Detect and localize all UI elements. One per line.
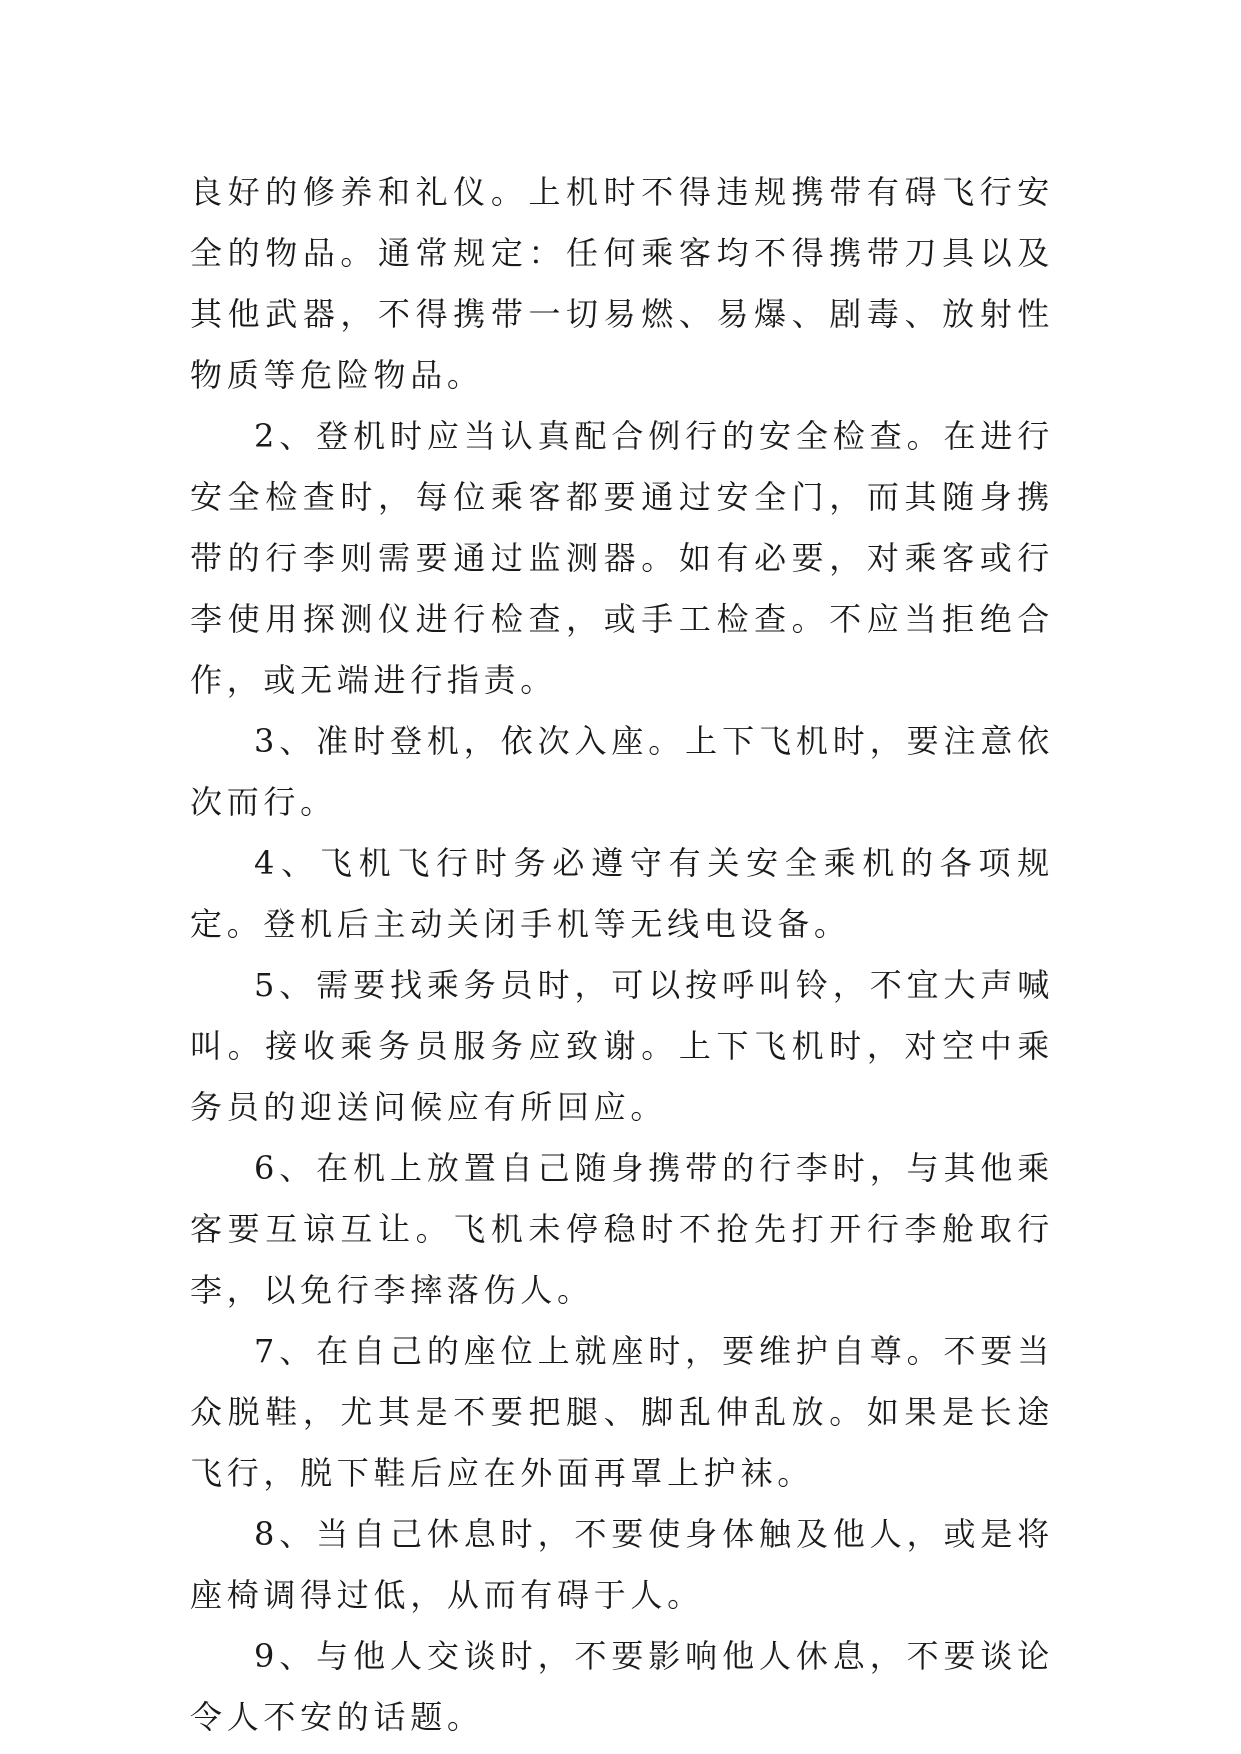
paragraph-continuation: 良好的修养和礼仪。上机时不得违规携带有碍飞行安全的物品。通常规定：任何乘客均不得携带刀具以及其他武器，不得携带一切易燃、易爆、剧毒、放射性物质等危险物品。 — [190, 173, 1054, 394]
paragraph-item-5: 5、需要找乘务员时，可以按呼叫铃，不宜大声喊叫。接收乘务员服务应致谢。上下飞机时，对空中乘务员的迎送问候应有所回应。 — [190, 966, 1054, 1126]
paragraph-item-6: 6、在机上放置自己随身携带的行李时，与其他乘客要互谅互让。飞机未停稳时不抢先打开行李舱取行李，以免行李摔落伤人。 — [190, 1149, 1054, 1309]
body-text — [190, 162, 1054, 1748]
paragraph-item-3: 3、准时登机，依次入座。上下飞机时，要注意依次而行。 — [190, 722, 1054, 821]
paragraph-item-4: 4、飞机飞行时务必遵守有关安全乘机的各项规定。登机后主动关闭手机等无线电设备。 — [190, 844, 1054, 943]
paragraph-item-9: 9、与他人交谈时，不要影响他人休息，不要谈论令人不安的话题。 — [190, 1637, 1054, 1736]
paragraph-item-2: 2、登机时应当认真配合例行的安全检查。在进行安全检查时，每位乘客都要通过安全门，而其随身携带的行李则需要通过监测器。如有必要，对乘客或行李使用探测仪进行检查，或手工检查。不应当拒绝合作，或无端进行指责。 — [190, 417, 1054, 699]
paragraph-item-8: 8、当自己休息时，不要使身体触及他人，或是将座椅调得过低，从而有碍于人。 — [190, 1515, 1054, 1614]
paragraph-item-7: 7、在自己的座位上就座时，要维护自尊。不要当众脱鞋，尤其是不要把腿、脚乱伸乱放。如果是长途飞行，脱下鞋后应在外面再罩上护袜。 — [190, 1332, 1054, 1492]
